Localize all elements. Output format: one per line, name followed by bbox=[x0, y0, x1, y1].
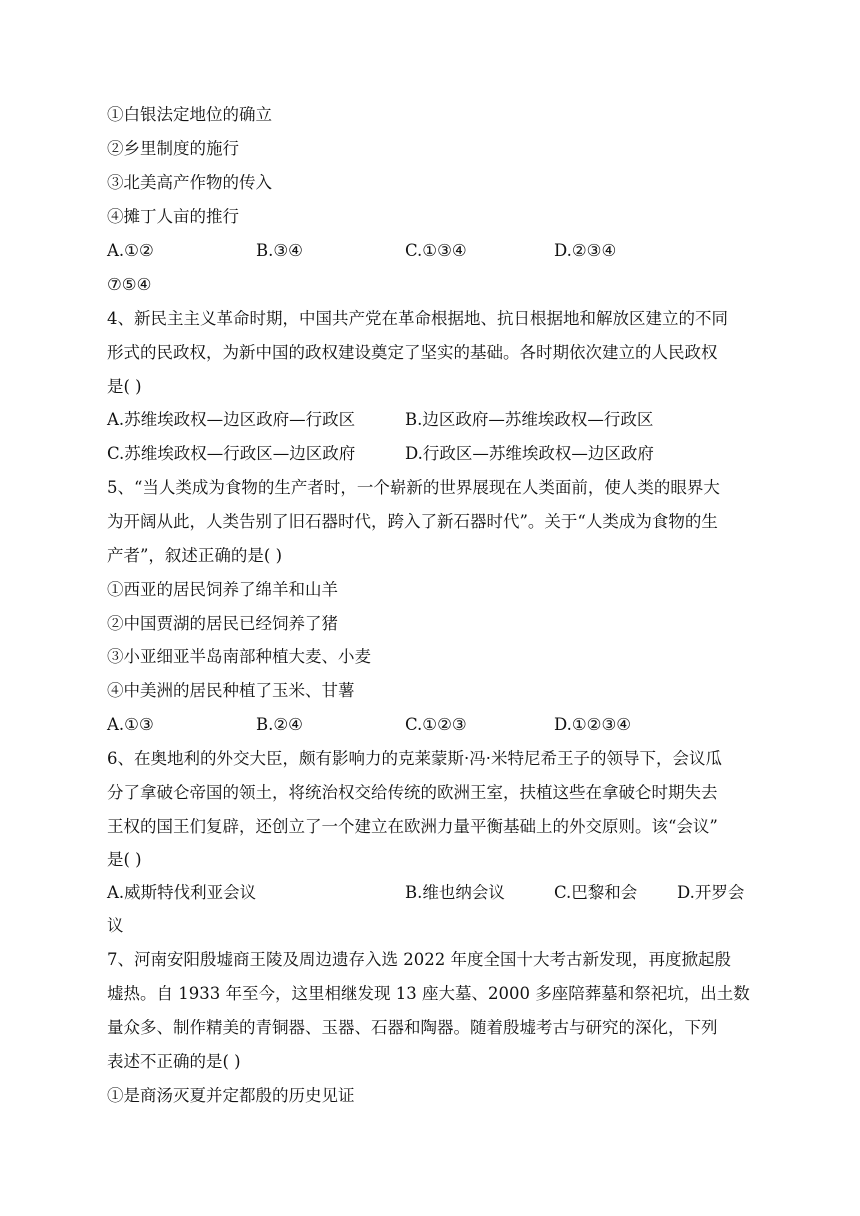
q6-option-b: B.维也纳会议 bbox=[405, 883, 505, 902]
q4-stem-line-3: 是( ) bbox=[107, 377, 142, 396]
q6-stem-line-1: 6、在奥地利的外交大臣，颇有影响力的克莱蒙斯·冯·米特尼希王子的领导下，会议瓜 bbox=[107, 749, 722, 768]
q5-option-d: D.①②③④ bbox=[554, 715, 632, 734]
q5-item-2: ②中国贾湖的居民已经饲养了猪 bbox=[107, 614, 338, 633]
q7-stem-line-2: 墟热。自 1933 年至今，这里相继发现 13 座大墓、2000 多座陪葬墓和祭祀坑，出土数 bbox=[107, 984, 750, 1003]
q3-option-overflow: ⑦⑤④ bbox=[107, 275, 152, 294]
q4-option-b: B.边区政府—苏维埃政权—行政区 bbox=[405, 410, 654, 429]
q6-option-c: C.巴黎和会 bbox=[554, 883, 638, 902]
q3-item-3: ③北美高产作物的传入 bbox=[107, 173, 272, 192]
q7-stem-line-3: 量众多、制作精美的青铜器、玉器、石器和陶器。随着殷墟考古与研究的深化，下列 bbox=[107, 1018, 718, 1037]
q3-item-4: ④摊丁人亩的推行 bbox=[107, 207, 239, 226]
q6-stem-line-4: 是( ) bbox=[107, 850, 142, 869]
q7-item-1: ①是商汤灭夏并定都殷的历史见证 bbox=[107, 1086, 355, 1105]
q4-option-d: D.行政区—苏维埃政权—边区政府 bbox=[405, 444, 654, 463]
q6-stem-line-3: 王权的国王们复辟，还创立了一个建立在欧洲力量平衡基础上的外交原则。该“会议” bbox=[107, 817, 718, 836]
q6-option-a: A.威斯特伐利亚会议 bbox=[107, 883, 257, 902]
q3-item-2: ②乡里制度的施行 bbox=[107, 139, 239, 158]
q4-stem-line-1: 4、新民主主义革命时期，中国共产党在革命根据地、抗日根据地和解放区建立的不同 bbox=[107, 309, 728, 328]
q4-option-c: C.苏维埃政权—行政区—边区政府 bbox=[107, 444, 356, 463]
q6-option-d: D.开罗会 bbox=[677, 883, 745, 902]
q5-option-a: A.①③ bbox=[107, 715, 154, 734]
q5-stem-line-1: 5、“当人类成为食物的生产者时，一个崭新的世界展现在人类面前，使人类的眼界大 bbox=[107, 478, 720, 497]
q5-item-4: ④中美洲的居民种植了玉米、甘薯 bbox=[107, 681, 355, 700]
q3-option-b: B.③④ bbox=[256, 241, 303, 260]
q4-stem-line-2: 形式的民政权，为新中国的政权建设奠定了坚实的基础。各时期依次建立的人民政权 bbox=[107, 343, 718, 362]
q5-item-3: ③小亚细亚半岛南部种植大麦、小麦 bbox=[107, 647, 371, 666]
q5-stem-line-3: 产者”，叙述正确的是( ) bbox=[107, 546, 283, 565]
q6-option-overflow: 议 bbox=[107, 916, 124, 935]
q4-option-a: A.苏维埃政权—边区政府—行政区 bbox=[107, 410, 356, 429]
q7-stem-line-1: 7、河南安阳殷墟商王陵及周边遗存入选 2022 年度全国十大考古新发现，再度掀起殷 bbox=[107, 950, 731, 969]
q5-option-c: C.①②③ bbox=[405, 715, 467, 734]
q5-stem-line-2: 为开阔从此，人类告别了旧石器时代，跨入了新石器时代”。关于“人类成为食物的生 bbox=[107, 512, 718, 531]
q5-option-b: B.②④ bbox=[256, 715, 303, 734]
q3-option-c: C.①③④ bbox=[405, 241, 467, 260]
q7-stem-line-4: 表述不正确的是( ) bbox=[107, 1052, 241, 1071]
q6-stem-line-2: 分了拿破仑帝国的领土，将统治权交给传统的欧洲王室，扶植这些在拿破仑时期失去 bbox=[107, 783, 718, 802]
q3-option-d: D.②③④ bbox=[554, 241, 617, 260]
q5-item-1: ①西亚的居民饲养了绵羊和山羊 bbox=[107, 580, 338, 599]
q3-option-a: A.①② bbox=[107, 241, 154, 260]
q3-item-1: ①白银法定地位的确立 bbox=[107, 105, 272, 124]
